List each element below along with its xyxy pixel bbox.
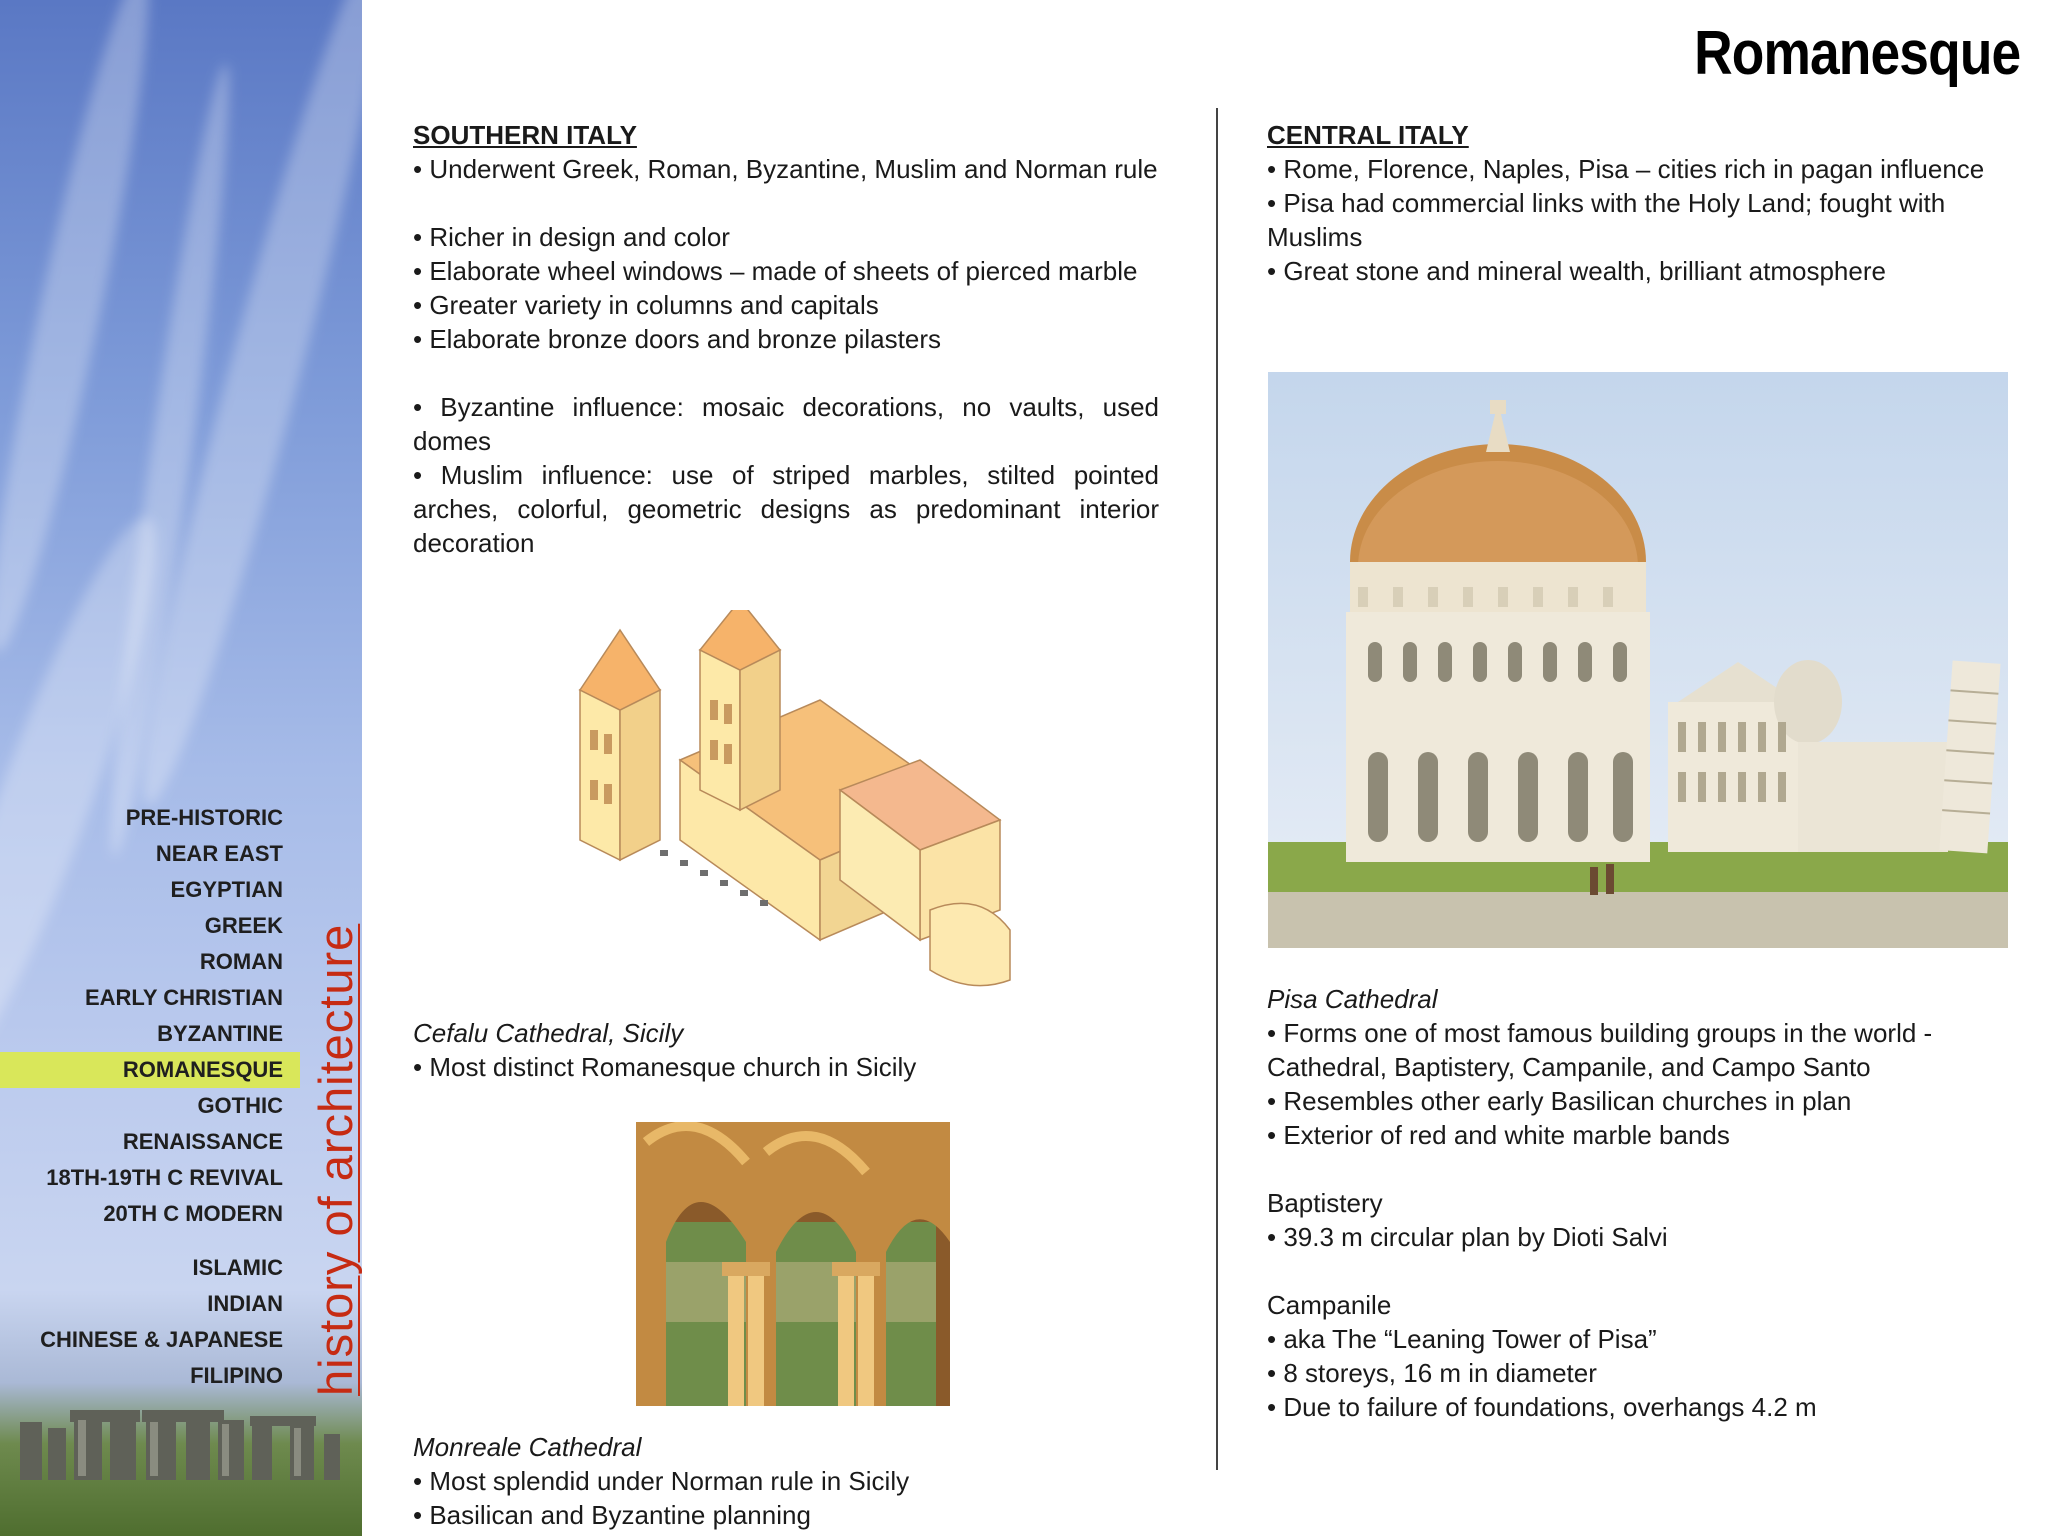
vertical-title: history of architecture bbox=[309, 923, 362, 1396]
bullet: • Rome, Florence, Naples, Pisa – cities rich in pagan influence bbox=[1267, 154, 1985, 184]
nav-item-filipino[interactable]: FILIPINO bbox=[190, 1363, 283, 1388]
nav-item-revival[interactable]: 18TH-19TH C REVIVAL bbox=[46, 1165, 283, 1190]
bullet: • Most splendid under Norman rule in Sicily bbox=[413, 1466, 910, 1496]
stonehenge-image bbox=[0, 1400, 362, 1480]
nav-item-chinese-japanese[interactable]: CHINESE & JAPANESE bbox=[40, 1327, 283, 1352]
bullet: • 39.3 m circular plan by Dioti Salvi bbox=[1267, 1222, 1668, 1252]
bullet: • Resembles other early Basilican churches in plan bbox=[1267, 1086, 1852, 1116]
bullet: • Great stone and mineral wealth, brilliant atmosphere bbox=[1267, 256, 1886, 286]
bullet: • 8 storeys, 16 m in diameter bbox=[1267, 1358, 1597, 1388]
pisa-baptistery-photo bbox=[1268, 372, 2008, 948]
bullet: • Muslim influence: use of striped marbles, stilted pointed arches, colorful, geometric designs as predominant interior decoration bbox=[413, 460, 1159, 558]
bullet: • aka The “Leaning Tower of Pisa” bbox=[1267, 1324, 1657, 1354]
nav-item-romanesque[interactable]: ROMANESQUE bbox=[0, 1052, 300, 1088]
bullet: • Greater variety in columns and capitals bbox=[413, 290, 879, 320]
bullet: • Most distinct Romanesque church in Sicily bbox=[413, 1052, 917, 1082]
nav-item-pre-historic[interactable]: PRE-HISTORIC bbox=[125, 805, 283, 830]
cefalu-caption: Cefalu Cathedral, Sicily bbox=[413, 1018, 684, 1048]
central-italy-heading: CENTRAL ITALY bbox=[1267, 120, 1469, 150]
sidebar bbox=[0, 0, 362, 1536]
nav-item-modern[interactable]: 20TH C MODERN bbox=[103, 1201, 283, 1226]
southern-italy-section bbox=[413, 118, 1159, 560]
nav-item-renaissance[interactable]: RENAISSANCE bbox=[122, 1129, 283, 1154]
bullet: • Elaborate wheel windows – made of sheets of pierced marble bbox=[413, 256, 1138, 286]
nav-item-near-east[interactable]: NEAR EAST bbox=[155, 841, 283, 866]
monreale-cloister-photo bbox=[636, 1122, 950, 1406]
bullet: • Richer in design and color bbox=[413, 222, 730, 252]
southern-italy-heading: SOUTHERN ITALY bbox=[413, 120, 637, 150]
nav-item-byzantine[interactable]: BYZANTINE bbox=[157, 1021, 283, 1046]
bullet: • Forms one of most famous building groups in the world - Cathedral, Baptistery, Campanile, and Campo Santo bbox=[1267, 1018, 1933, 1082]
nav-item-indian[interactable]: INDIAN bbox=[207, 1291, 283, 1316]
section-nav bbox=[0, 800, 300, 1394]
bullet: • Underwent Greek, Roman, Byzantine, Muslim and Norman rule bbox=[413, 154, 1158, 184]
cefalu-cathedral-drawing bbox=[560, 610, 1030, 1000]
bullet: • Elaborate bronze doors and bronze pilasters bbox=[413, 324, 941, 354]
nav-item-early-christian[interactable]: EARLY CHRISTIAN bbox=[84, 985, 283, 1010]
monreale-caption: Monreale Cathedral bbox=[413, 1432, 642, 1462]
cefalu-section bbox=[413, 1016, 1159, 1084]
nav-item-islamic[interactable]: ISLAMIC bbox=[192, 1255, 283, 1280]
nav-item-greek[interactable]: GREEK bbox=[204, 913, 283, 938]
nav-item-roman[interactable]: ROMAN bbox=[199, 949, 283, 974]
bullet: • Basilican and Byzantine planning bbox=[413, 1500, 811, 1530]
bullet: • Byzantine influence: mosaic decorations, no vaults, used domes bbox=[413, 392, 1159, 456]
nav-item-egyptian[interactable]: EGYPTIAN bbox=[170, 877, 283, 902]
bullet: • Due to failure of foundations, overhangs 4.2 m bbox=[1267, 1392, 1817, 1422]
bullet: • Pisa had commercial links with the Holy Land; fought with Muslims bbox=[1267, 188, 1946, 252]
column-divider bbox=[1216, 108, 1218, 1470]
page-title: Romanesque bbox=[1693, 19, 2020, 88]
pisa-section bbox=[1267, 982, 2017, 1424]
monreale-section bbox=[413, 1430, 1159, 1532]
baptistery-label: Baptistery bbox=[1267, 1188, 1383, 1218]
central-italy-section bbox=[1267, 118, 2012, 288]
pisa-caption: Pisa Cathedral bbox=[1267, 984, 1438, 1014]
campanile-label: Campanile bbox=[1267, 1290, 1392, 1320]
bullet: • Exterior of red and white marble bands bbox=[1267, 1120, 1730, 1150]
nav-item-gothic[interactable]: GOTHIC bbox=[197, 1093, 283, 1118]
